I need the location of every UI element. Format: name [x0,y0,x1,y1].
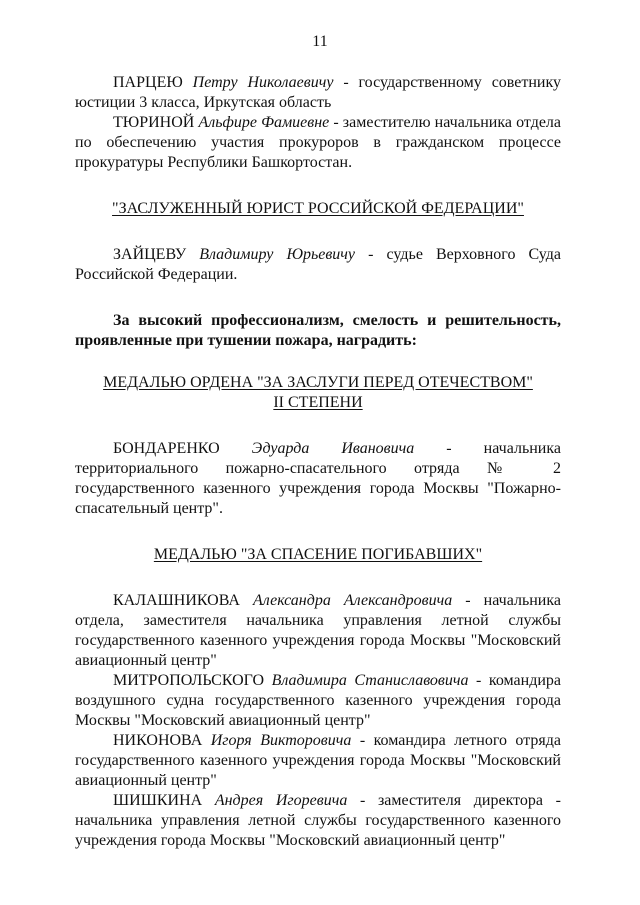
recipient-surname: ТЮРИНОЙ [113,114,195,131]
recipient-name: Андрея Игоревича [214,792,348,809]
award-entry [75,245,561,285]
recipient-position: - заместителю начальника отдела по обеспечению участия прокуроров в гражданском процессе прокуратуры Республики Башкортостан. [75,114,562,171]
award-heading-rescue-medal: МЕДАЛЬЮ "ЗА СПАСЕНИЕ ПОГИБАВШИХ" [153,546,483,563]
recipient-position: - судье Верховного Суда Российской Федерации. [75,246,562,283]
recipient-position: - заместителя директора - начальника управления летной службы государственного казенного учреждения города Москвы "Московский авиационный центр" [75,792,562,849]
recipient-name: Альфире Фамиевне [198,114,330,131]
recipient-name: Эдуарда Ивановича [251,440,415,457]
award-entry [75,591,561,671]
award-entry [75,791,561,851]
recipient-position: - командира летного отряда государственного казенного учреждения города Москвы "Московский авиационный центр" [75,732,562,789]
recipient-position: - командира воздушного судна государственного казенного учреждения города Москвы "Московский авиационный центр" [75,672,562,729]
award-entry [75,73,561,113]
recipient-position: - начальника отдела, заместителя начальника управления летной службы государственного казенного учреждения города Москвы "Московский авиационный центр" [75,592,561,669]
recipient-surname: МИТРОПОЛЬСКОГО [113,672,265,689]
recipient-surname: ШИШКИНА [113,792,203,809]
award-resolution: За высокий профессионализм, смелость и решительность, проявленные при тушении пожара, наградить: [75,312,561,349]
recipient-name: Александра Александровича [252,592,453,609]
award-entry [75,113,561,173]
award-entry [75,731,561,791]
page-number: 11 [312,33,328,50]
recipient-position: - начальника территориального пожарно-спасательного отряда № 2 государственного казенного учреждения города Москвы "Пожарно-спасательный центр". [75,440,561,517]
recipient-position: - государственному советнику юстиции 3 класса, Иркутская область [75,74,562,111]
award-entry [75,439,561,519]
recipient-name: Игоря Викторовича [210,732,352,749]
recipient-name: Петру Николаевичу [192,74,334,91]
recipient-surname: БОНДАРЕНКО [113,440,220,457]
recipient-name: Владимира Станиславовича [271,672,469,689]
recipient-surname: ПАРЦЕЮ [113,74,183,91]
award-heading-order-medal: МЕДАЛЬЮ ОРДЕНА "ЗА ЗАСЛУГИ ПЕРЕД ОТЕЧЕСТВОМ" [103,374,533,391]
recipient-surname: КАЛАШНИКОВА [113,592,240,609]
award-heading-honored-lawyer: "ЗАСЛУЖЕННЫЙ ЮРИСТ РОССИЙСКОЙ ФЕДЕРАЦИИ" [112,200,524,217]
award-entry [75,671,561,731]
recipient-surname: НИКОНОВА [113,732,203,749]
recipient-name: Владимиру Юрьевичу [199,246,356,263]
award-heading-order-degree: II СТЕПЕНИ [273,394,363,411]
document-body [75,73,561,851]
recipient-surname: ЗАЙЦЕВУ [113,246,187,263]
